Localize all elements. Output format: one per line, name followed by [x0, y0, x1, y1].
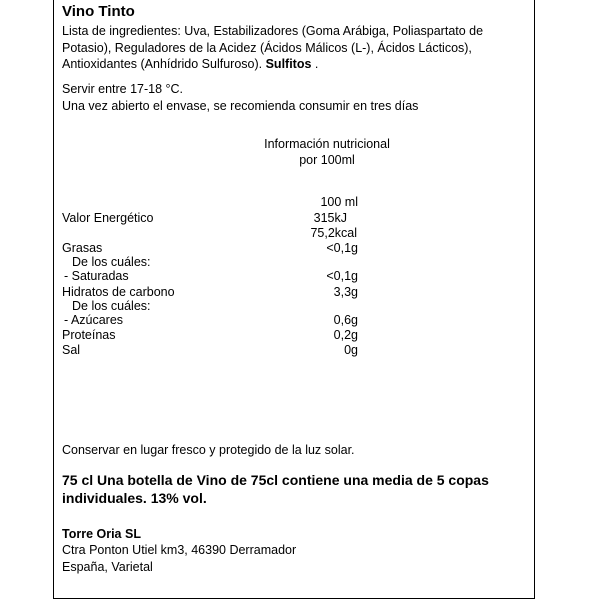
allergen-sulfitos: Sulfitos	[265, 57, 312, 71]
energy-label: Valor Energético	[62, 211, 154, 225]
serving-temperature: Servir entre 17-18 °C.	[62, 82, 184, 96]
nutrient-sublabel: De los cuáles:	[72, 255, 151, 269]
storage-advice: Conservar en lugar fresco y protegido de la luz solar.	[62, 443, 355, 457]
nutrient-label: Grasas	[62, 241, 103, 255]
ingredients-text: Lista de ingredientes: Uva, Estabilizadores (Goma Arábiga, Poliaspartato de Potasio), Reguladores de la Acidez (Ácidos Málicos (L-), Ácidos Lácticos), Antioxidantes (Anhídrido Sulfuroso).	[62, 24, 484, 71]
nutrition-column-header: 100 ml	[320, 195, 358, 209]
nutrient-value: <0,1g	[326, 241, 358, 255]
consume-advice: Una vez abierto el envase, se recomienda consumir en tres días	[62, 99, 419, 113]
energy-kcal: 75,2kcal	[310, 226, 357, 240]
product-title: Vino Tinto	[62, 3, 135, 20]
nutrient-sublabel: De los cuáles:	[72, 299, 151, 313]
nutrient-value: 3,3g	[333, 285, 358, 299]
nutrient-label: Sal	[62, 343, 81, 357]
nutrient-label: - Saturadas	[64, 269, 129, 283]
nutrition-subheading: por 100ml	[299, 153, 355, 167]
volume-statement: 75 cl Una botella de Vino de 75cl contiene una media de 5 copas	[62, 472, 489, 488]
producer-name: Torre Oria SL	[62, 527, 141, 541]
nutrient-label: - Azúcares	[64, 313, 124, 327]
nutrient-label: Hidratos de carbono	[62, 285, 175, 299]
nutrient-label: Proteínas	[62, 328, 116, 342]
producer-address: Ctra Ponton Utiel km3, 46390 Derramador	[62, 543, 297, 557]
ingredients-end: .	[311, 57, 319, 71]
ingredients-list	[62, 23, 517, 73]
volume-statement-cont: individuales. 13% vol.	[62, 490, 207, 506]
nutrient-value: <0,1g	[326, 269, 358, 283]
nutrient-value: 0,2g	[333, 328, 358, 342]
nutrition-heading: Información nutricional	[264, 137, 390, 151]
energy-kj: 315kJ	[313, 211, 347, 225]
nutrient-value: 0,6g	[333, 313, 358, 327]
producer-origin: España, Varietal	[62, 560, 153, 574]
nutrient-value: 0g	[344, 343, 358, 357]
